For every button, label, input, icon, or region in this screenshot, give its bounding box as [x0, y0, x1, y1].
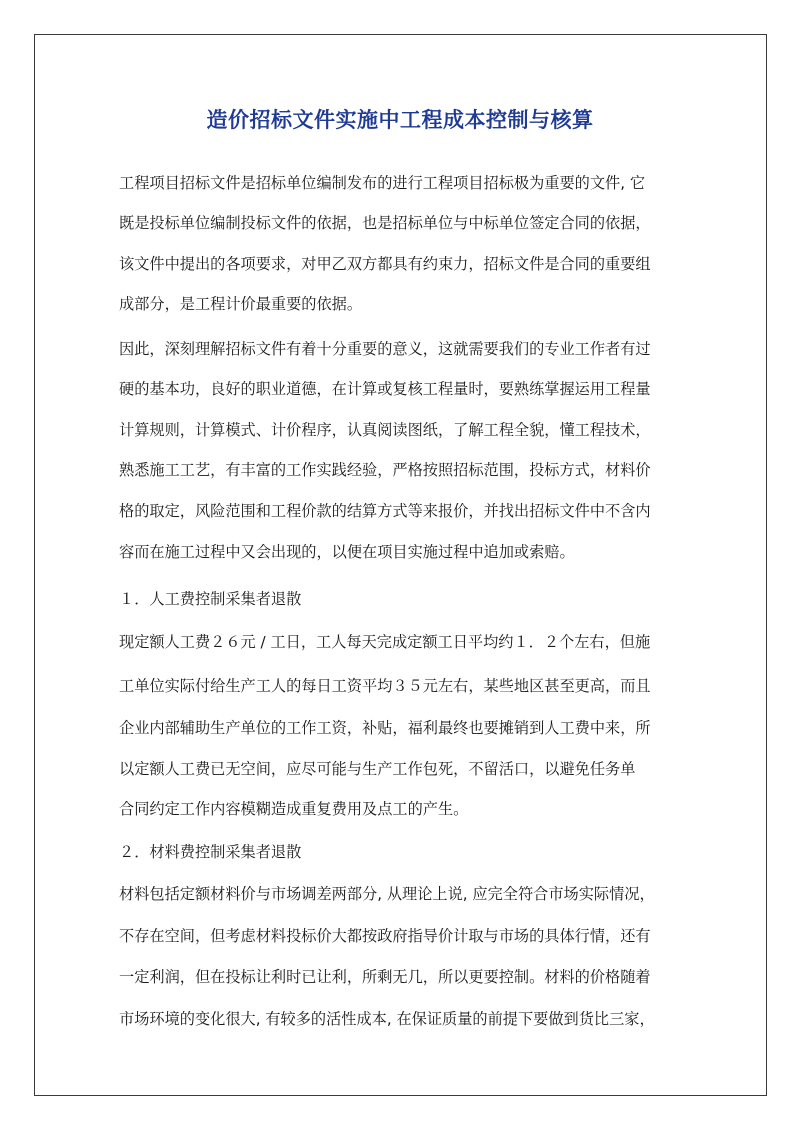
body-line-12: 现定额人工费２６元 / 工日，工人每天完成定额工日平均约１．２个左右，但施 [119, 633, 651, 651]
document-title: 造价招标文件实施中工程成本控制与核算 [206, 108, 594, 132]
section-heading-2: ２．材料费控制采集者退散 [119, 843, 302, 861]
body-line-10: 容而在施工过程中又会出现的，以便在项目实施过程中追加或索赔。 [119, 543, 575, 561]
body-line-7: 计算规则，计算模式、计价程序，认真阅读图纸，了解工程全貌，懂工程技术， [119, 421, 651, 439]
section-heading-1: １．人工费控制采集者退散 [119, 590, 302, 608]
body-line-3: 该文件中提出的各项要求，对甲乙双方都具有约束力，招标文件是合同的重要组 [119, 255, 651, 273]
body-line-18: 材料包括定额材料价与市场调差两部分, 从理论上说, 应完全符合市场实际情况， [119, 885, 655, 903]
body-line-21: 市场环境的变化很大, 有较多的活性成本, 在保证质量的前提下要做到货比三家， [119, 1010, 655, 1028]
body-line-8: 熟悉施工工艺，有丰富的工作实践经验，严格按照招标范围，投标方式，材料价 [119, 461, 651, 479]
body-line-13: 工单位实际付给生产工人的每日工资平均３５元左右，某些地区甚至更高，而且 [119, 677, 651, 695]
body-line-6: 硬的基本功，良好的职业道德，在计算或复核工程量时，要熟练掌握运用工程量 [119, 380, 651, 398]
body-line-5: 因此，深刻理解招标文件有着十分重要的意义，这就需要我们的专业工作者有过 [119, 340, 651, 358]
body-line-15: 以定额人工费已无空间，应尽可能与生产工作包死，不留活口，以避免任务单 [119, 760, 636, 778]
body-line-9: 格的取定，风险范围和工程价款的结算方式等来报价，并找出招标文件中不含内 [119, 502, 651, 520]
body-line-2: 既是投标单位编制投标文件的依据，也是招标单位与中标单位签定合同的依据， [119, 214, 651, 232]
body-line-4: 成部分，是工程计价最重要的依据。 [119, 295, 362, 313]
body-line-20: 一定利润，但在投标让利时已让利，所剩无几，所以更要控制。材料的价格随着 [119, 968, 651, 986]
body-line-19: 不存在空间，但考虑材料投标价大都按政府指导价计取与市场的具体行情，还有 [119, 927, 651, 945]
body-line-14: 企业内部辅助生产单位的工作工资，补贴，福利最终也要摊销到人工费中来，所 [119, 719, 651, 737]
body-line-1: 工程项目招标文件是招标单位编制发布的进行工程项目招标极为重要的文件, 它 [119, 174, 646, 192]
body-line-16: 合同约定工作内容模糊造成重复费用及点工的产生。 [119, 800, 469, 818]
